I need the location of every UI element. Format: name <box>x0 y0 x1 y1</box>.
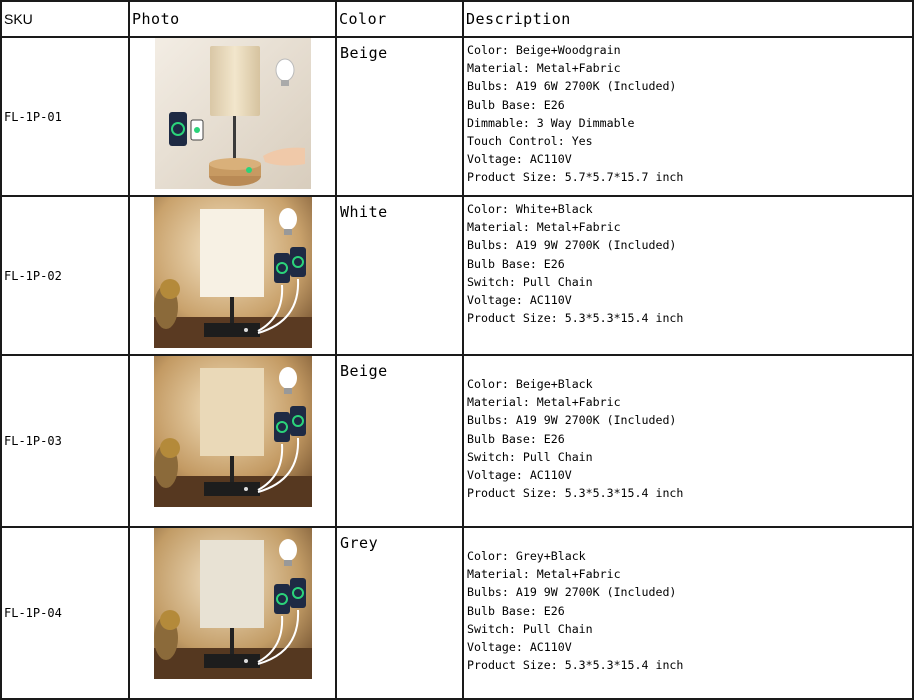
photo-cell <box>129 355 336 527</box>
description-line: Color: Beige+Black <box>467 377 593 391</box>
grey-square-lamp-photo <box>154 528 312 679</box>
header-description: Description <box>463 1 913 37</box>
description-line: Voltage: AC110V <box>467 152 572 167</box>
header-row <box>1 1 913 37</box>
table-row <box>1 355 913 527</box>
description-line: Color: White+Black <box>467 202 593 216</box>
color-cell: Grey <box>336 527 463 699</box>
description-line: Switch: Pull Chain <box>467 621 593 636</box>
table-row <box>1 527 913 699</box>
photo-cell <box>129 37 336 196</box>
description-line: Bulbs: A19 9W 2700K (Included) <box>467 585 677 600</box>
description-line: Bulb Base: E26 <box>467 603 565 618</box>
table-row <box>1 37 913 196</box>
description-line: Bulb Base: E26 <box>467 256 565 271</box>
header-color: Color <box>336 1 463 37</box>
beige-round-lamp-photo <box>155 38 311 189</box>
description-line: Bulb Base: E26 <box>467 431 565 446</box>
description-line: Material: Metal+Fabric <box>467 395 621 410</box>
sku-cell: FL-1P-04 <box>1 527 129 699</box>
description-line: Dimmable: 3 Way Dimmable <box>467 115 635 130</box>
color-cell: Beige <box>336 355 463 527</box>
sku-cell: FL-1P-02 <box>1 196 129 355</box>
description-line: Color: Grey+Black <box>467 549 586 563</box>
description-line: Switch: Pull Chain <box>467 449 593 464</box>
description-cell <box>463 196 913 355</box>
white-square-lamp-photo <box>154 197 312 348</box>
color-cell: Beige <box>336 37 463 196</box>
description-line: Color: Beige+Woodgrain <box>467 43 621 57</box>
description-line: Bulbs: A19 9W 2700K (Included) <box>467 413 677 428</box>
description-line: Product Size: 5.3*5.3*15.4 inch <box>467 311 684 326</box>
table-row <box>1 196 913 355</box>
description-cell <box>463 527 913 699</box>
sku-cell: FL-1P-03 <box>1 355 129 527</box>
description-line: Voltage: AC110V <box>467 293 572 308</box>
description-line: Product Size: 5.3*5.3*15.4 inch <box>467 658 684 673</box>
description-line: Bulbs: A19 6W 2700K (Included) <box>467 79 677 94</box>
description-line: Product Size: 5.7*5.7*15.7 inch <box>467 170 684 185</box>
description-line: Material: Metal+Fabric <box>467 567 621 582</box>
description-line: Switch: Pull Chain <box>467 274 593 289</box>
beige-square-lamp-photo <box>154 356 312 507</box>
photo-cell <box>129 196 336 355</box>
description-cell <box>463 37 913 196</box>
photo-cell <box>129 527 336 699</box>
description-line: Touch Control: Yes <box>467 134 593 149</box>
header-sku: SKU <box>1 1 129 37</box>
description-line: Bulbs: A19 9W 2700K (Included) <box>467 238 677 253</box>
header-photo: Photo <box>129 1 336 37</box>
sku-cell: FL-1P-01 <box>1 37 129 196</box>
description-cell <box>463 355 913 527</box>
description-line: Bulb Base: E26 <box>467 97 565 112</box>
description-line: Product Size: 5.3*5.3*15.4 inch <box>467 486 684 501</box>
color-cell: White <box>336 196 463 355</box>
description-line: Voltage: AC110V <box>467 468 572 483</box>
description-line: Voltage: AC110V <box>467 640 572 655</box>
description-line: Material: Metal+Fabric <box>467 220 621 235</box>
description-line: Material: Metal+Fabric <box>467 61 621 76</box>
